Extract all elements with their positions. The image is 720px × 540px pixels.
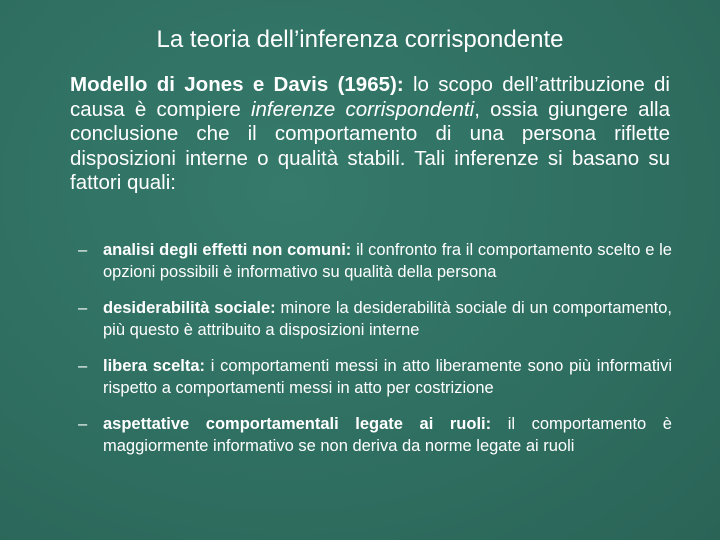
list-item [78,414,672,457]
item-text: minore la desiderabilità sociale di un comportamento, più questo è attribuito a disposizioni interne [103,299,673,339]
list-item [78,356,672,399]
item-term: libera scelta: [103,357,206,375]
intro-paragraph [70,73,670,196]
slide-title: La teoria dell’inferenza corrispondente [156,26,564,53]
dash-bullet: – [78,241,88,259]
dash-bullet: – [78,415,88,433]
item-text: il comportamento è maggiormente informativo se non deriva da norme legate ai ruoli [103,415,672,455]
intro-lead: Modello di Jones e Davis (1965): [70,73,404,96]
dash-bullet: – [78,299,88,317]
item-text: il confronto fra il comportamento scelto e le opzioni possibili è informativo su qualità della persona [103,241,672,281]
intro-text-1: lo scopo dell’attribuzione di causa è compiere [70,73,670,121]
factor-list [78,240,672,472]
intro-text-2: , ossia giungere alla conclusione che il comportamento di una persona riflette disposizioni interne o qualità stabili. Tali inferenze si basano su fattori quali: [70,97,670,195]
item-text: i comportamenti messi in atto liberamente sono più informativi rispetto a comportamenti messi in atto per costrizione [103,357,672,397]
item-term: desiderabilità sociale: [103,299,276,317]
intro-italic-term: inferenze corrispondenti [250,97,475,121]
list-item [78,298,672,341]
dash-bullet: – [78,357,88,375]
item-term: aspettative comportamentali legate ai ruoli: [103,415,492,433]
item-term: analisi degli effetti non comuni: [103,241,352,259]
list-item [78,240,672,283]
